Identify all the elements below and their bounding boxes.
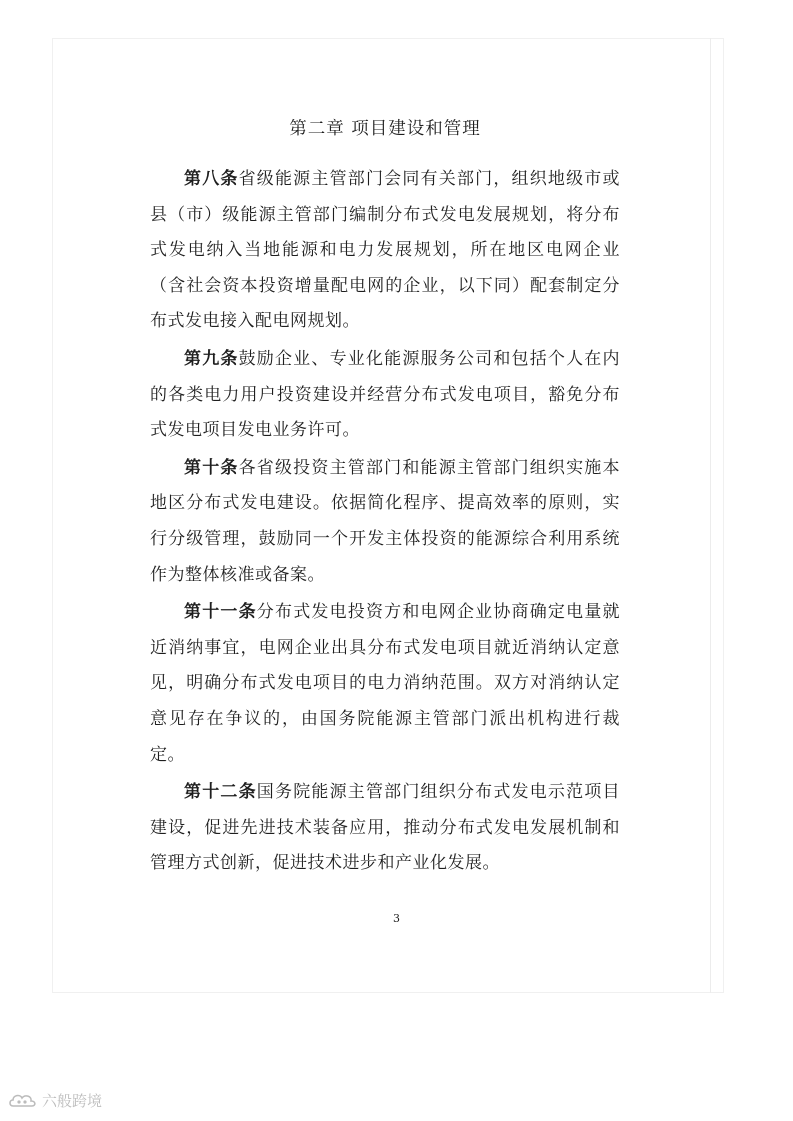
chapter-title: 第二章 项目建设和管理 [289,119,481,139]
article-10 [150,451,620,593]
watermark-text: 六般跨境 [42,1092,103,1110]
article-text: 鼓励企业、专业化能源服务公司和包括个人在内的各类电力用户投资建设并经营分布式发电项目，豁免分布式发电项目发电业务许可。 [150,348,621,441]
article-number: 第八条 [184,169,239,189]
article-text: 分布式发电投资方和电网企业协商确定电量就近消纳事宜，电网企业出具分布式发电项目就近消纳认定意见，明确分布式发电项目的电力消纳范围。双方对消纳认定意见存在争议的，由国务院能源主管部门派出机构进行裁定。 [150,602,621,765]
cloud-logo-icon [8,1091,38,1111]
article-number: 第十一条 [184,602,257,623]
article-text: 国务院能源主管部门组织分布式发电示范项目建设，促进先进技术装备应用，推动分布式发电发展机制和管理方式创新，促进技术进步和产业化发展。 [150,782,621,874]
article-number: 第九条 [184,348,239,369]
article-12 [150,775,620,882]
article-number: 第十二条 [184,782,257,803]
scan-edge [710,38,711,993]
watermark [8,1090,102,1111]
article-text: 各省级投资主管部门和能源主管部门组织实施本地区分布式发电建设。依据简化程序、提高效率的原则，实行分级管理，鼓励同一个开发主体投资的能源综合利用系统作为整体核准或备案。 [150,457,621,585]
article-11 [150,595,620,773]
article-9 [150,342,620,449]
article-text: 省级能源主管部门会同有关部门，组织地级市或县（市）级能源主管部门编制分布式发电发展规划，将分布式发电纳入当地能源和电力发展规划，所在地区电网企业（含社会资本投资增量配电网的企业，以下同）配套制定分布式发电接入配电网规划。 [150,169,621,332]
document-body [150,112,620,884]
article-number: 第十条 [184,457,239,478]
page-number: 3 [393,912,400,925]
article-8 [150,162,620,340]
